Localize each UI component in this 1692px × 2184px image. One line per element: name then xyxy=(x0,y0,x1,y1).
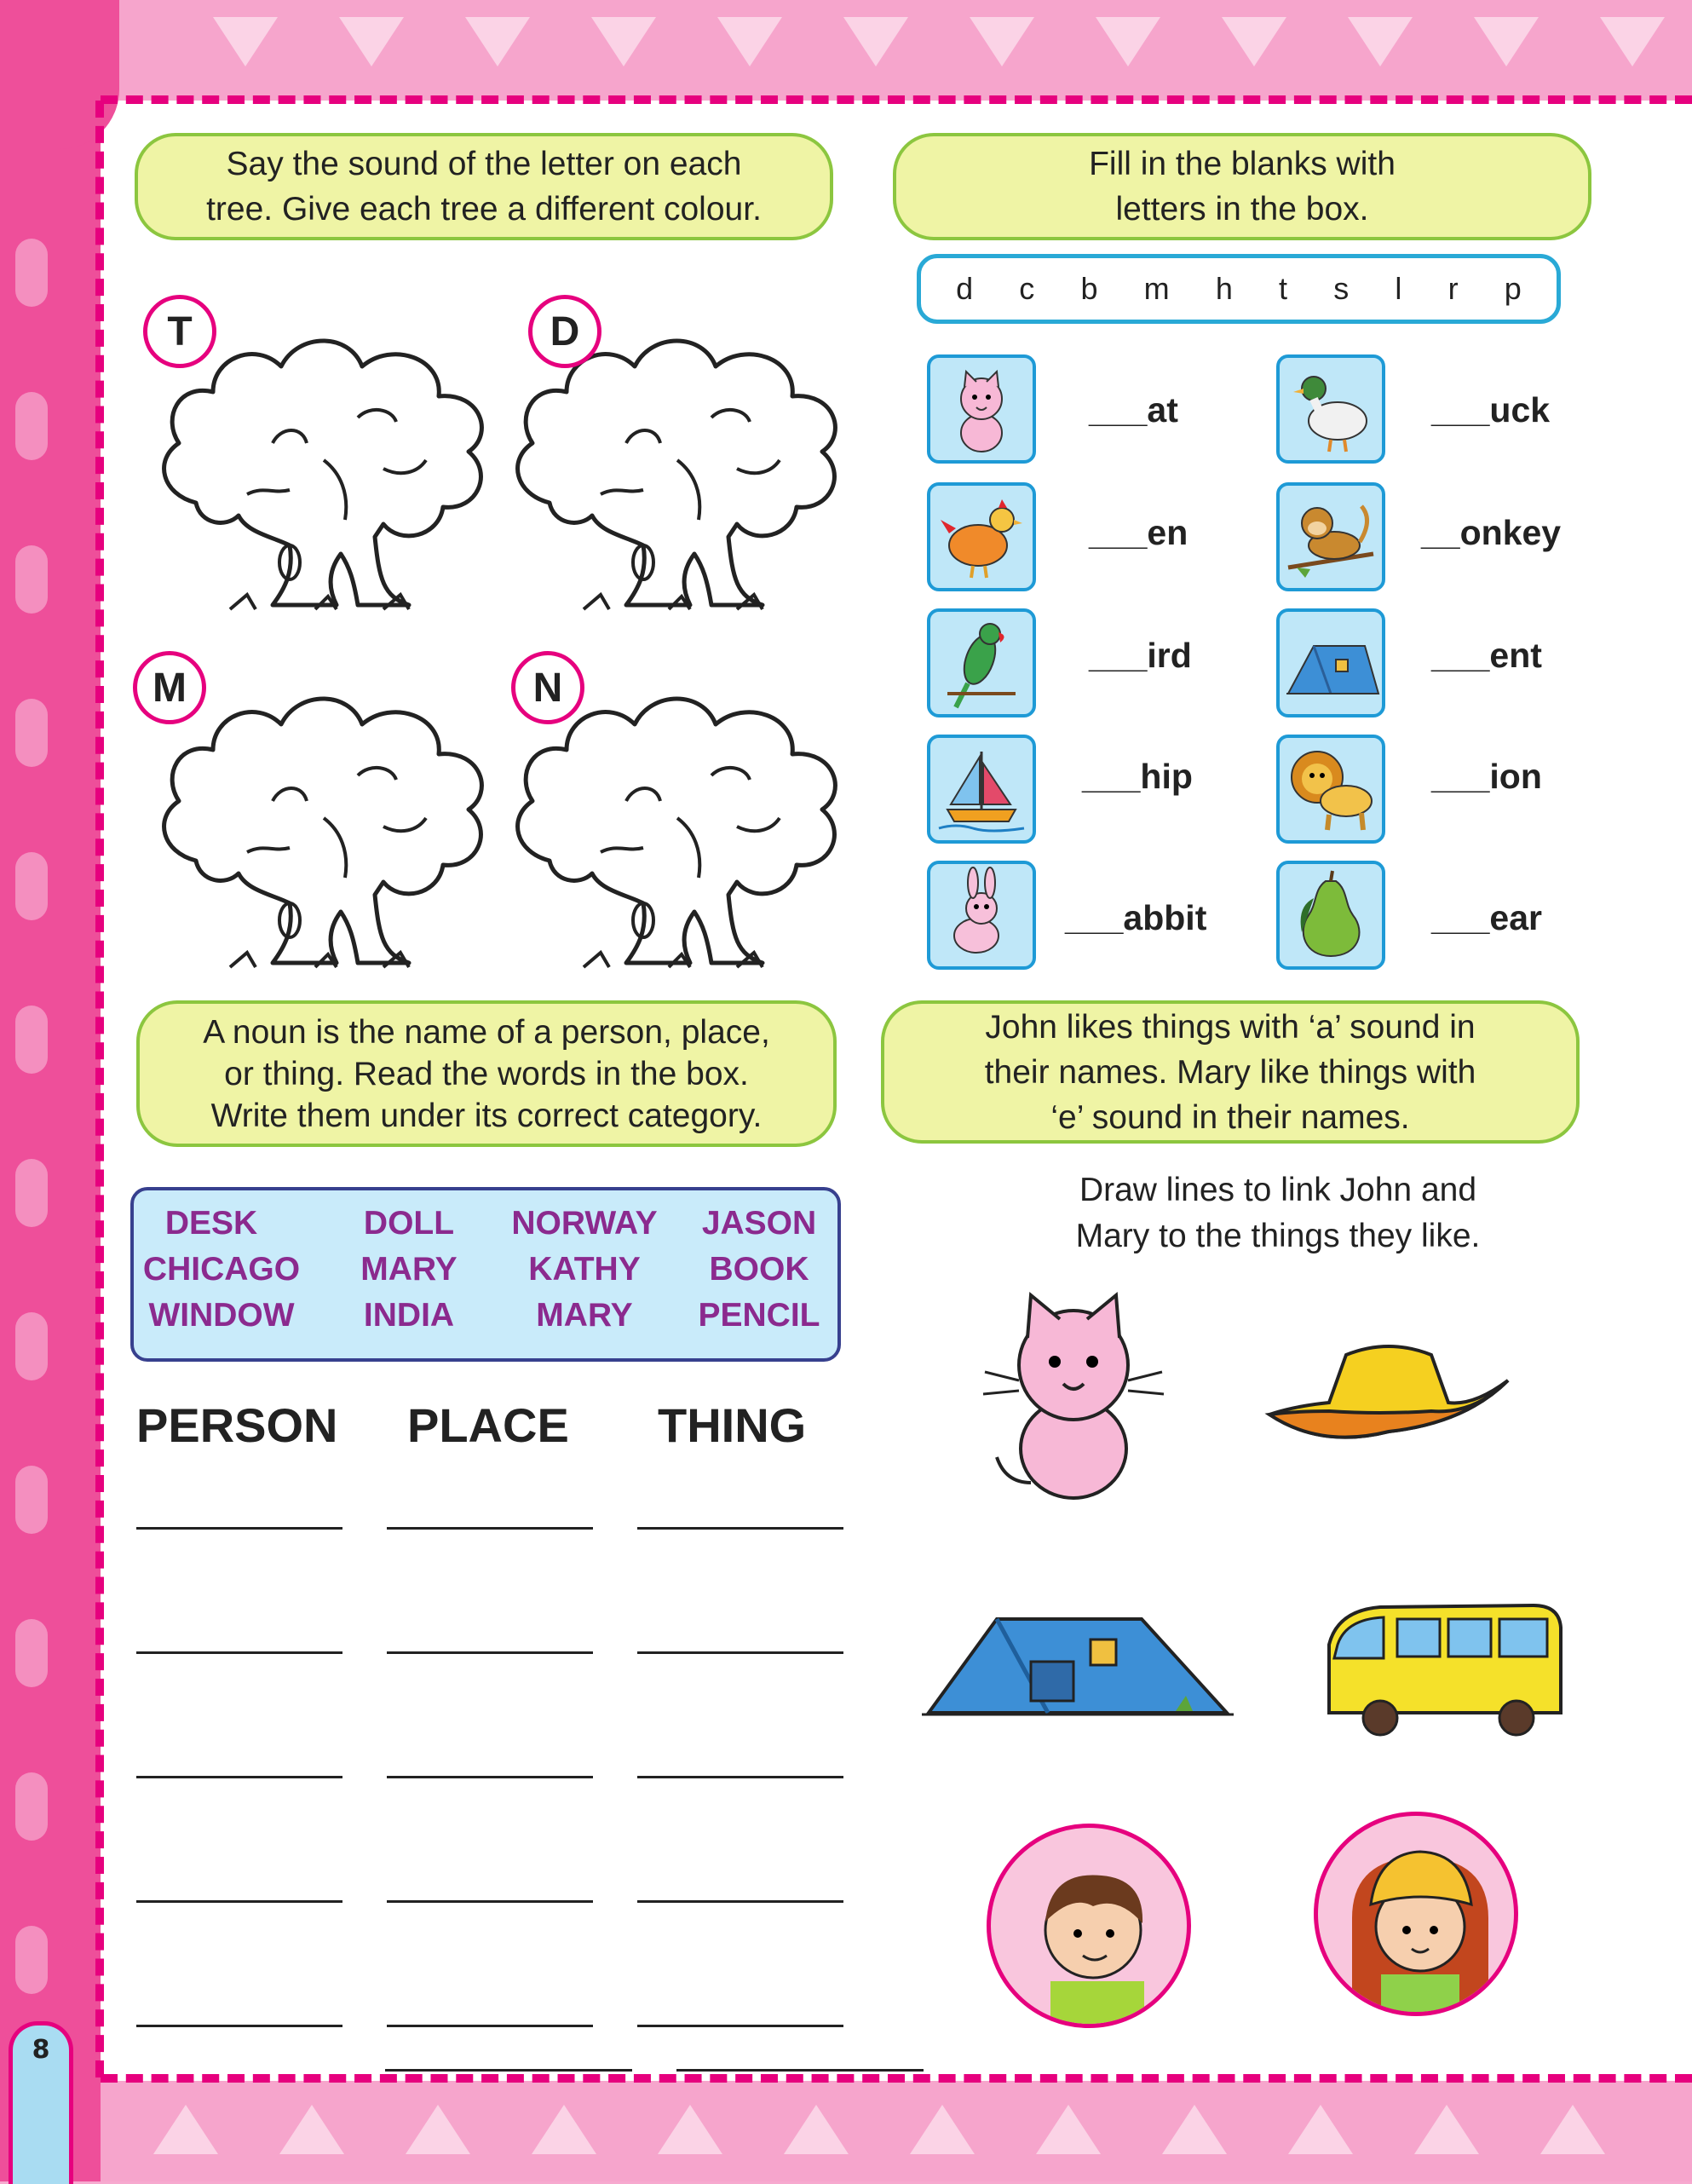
bird-icon xyxy=(927,608,1036,717)
sound-instruction-box xyxy=(881,1000,1580,1144)
fill-instruction-line1: Fill in the blanks with xyxy=(1089,146,1396,182)
tent-icon xyxy=(1276,608,1385,717)
letter-option: h xyxy=(1215,271,1233,306)
tent-icon[interactable] xyxy=(920,1602,1235,1730)
border-triangle xyxy=(1474,17,1539,66)
writing-line[interactable] xyxy=(387,1900,593,1903)
writing-line[interactable] xyxy=(387,1776,593,1778)
border-pill xyxy=(15,852,48,920)
hat-icon[interactable] xyxy=(1261,1329,1516,1457)
writing-line[interactable] xyxy=(387,2025,593,2027)
noun-instruction-line3: Write them under its correct category. xyxy=(210,1097,763,1134)
blank-word-tent: ___ent xyxy=(1431,636,1542,675)
border-triangle xyxy=(784,2105,849,2154)
border-pill xyxy=(15,699,48,767)
blank-word-pear: ___ear xyxy=(1431,898,1542,937)
border-triangle xyxy=(1600,17,1665,66)
letter-option: l xyxy=(1395,271,1402,306)
boy-face-icon[interactable] xyxy=(987,1824,1191,2028)
noun-instruction-box xyxy=(136,1000,837,1147)
border-triangle xyxy=(910,2105,975,2154)
tree-4 xyxy=(498,682,848,971)
blank-word-hen: ___en xyxy=(1089,513,1188,552)
letter-option: d xyxy=(956,271,974,306)
blank-word-ship: ___hip xyxy=(1082,757,1193,796)
tree-2 xyxy=(498,324,848,614)
writing-line[interactable] xyxy=(136,2025,342,2027)
tree-letter-t: T xyxy=(143,295,216,368)
tree-instruction-line2: tree. Give each tree a different colour. xyxy=(206,191,762,228)
fill-blanks-instruction-box xyxy=(893,133,1591,240)
writing-line[interactable] xyxy=(385,2069,632,2072)
noun-word: BOOK xyxy=(709,1251,809,1288)
border-pill xyxy=(15,1619,48,1687)
border-triangle xyxy=(153,2105,218,2154)
blank-word-rabbit: ___abbit xyxy=(1065,898,1207,937)
dashed-border-bottom xyxy=(101,2074,1692,2083)
border-pill xyxy=(15,1466,48,1534)
border-triangle xyxy=(658,2105,722,2154)
tree-letter-n: N xyxy=(511,651,584,724)
noun-word: PENCIL xyxy=(698,1297,820,1334)
letter-option: t xyxy=(1279,271,1288,306)
noun-word: INDIA xyxy=(363,1297,455,1334)
letter-option: b xyxy=(1080,271,1098,306)
writing-line[interactable] xyxy=(136,1651,342,1654)
rabbit-icon xyxy=(927,861,1036,970)
border-triangle xyxy=(591,17,656,66)
tree-1 xyxy=(145,324,494,614)
writing-line[interactable] xyxy=(387,1651,593,1654)
writing-line[interactable] xyxy=(637,1900,843,1903)
noun-word: DOLL xyxy=(363,1205,455,1242)
bus-icon[interactable] xyxy=(1312,1593,1568,1747)
border-pill xyxy=(15,1006,48,1074)
lion-icon xyxy=(1276,735,1385,844)
border-triangle xyxy=(1162,2105,1227,2154)
tree-3 xyxy=(145,682,494,971)
duck-icon xyxy=(1276,354,1385,464)
border-triangle xyxy=(406,2105,470,2154)
fill-instruction-line2: letters in the box. xyxy=(1115,191,1369,228)
tree-instruction-line1: Say the sound of the letter on each xyxy=(226,146,742,182)
cat-icon xyxy=(927,354,1036,464)
border-triangle xyxy=(717,17,782,66)
border-pill xyxy=(15,1772,48,1841)
border-triangle xyxy=(970,17,1034,66)
sound-instruction-line3: ‘e’ sound in their names. xyxy=(1050,1098,1410,1136)
border-triangle xyxy=(1096,17,1160,66)
border-triangle xyxy=(532,2105,596,2154)
border-pill xyxy=(15,545,48,614)
border-triangle xyxy=(1222,17,1286,66)
border-pill xyxy=(15,392,48,460)
blank-word-cat: ___at xyxy=(1089,390,1178,429)
letter-option: c xyxy=(1019,271,1035,306)
noun-word: JASON xyxy=(701,1205,817,1242)
letter-box xyxy=(917,254,1561,324)
writing-line[interactable] xyxy=(637,1527,843,1530)
sound-instruction-line1: John likes things with ‘a’ sound in xyxy=(985,1008,1476,1046)
letter-option: r xyxy=(1447,271,1459,306)
category-person: PERSON xyxy=(136,1398,338,1452)
border-pill xyxy=(15,1312,48,1380)
writing-line[interactable] xyxy=(637,1651,843,1654)
border-triangle xyxy=(843,17,908,66)
noun-instruction-line1: A noun is the name of a person, place, xyxy=(203,1013,770,1051)
border-triangle xyxy=(213,17,278,66)
letter-option: m xyxy=(1143,271,1170,306)
noun-word: WINDOW xyxy=(148,1297,295,1334)
letter-option: s xyxy=(1333,271,1350,306)
border-triangle xyxy=(465,17,530,66)
border-triangle xyxy=(1540,2105,1605,2154)
border-triangle xyxy=(1288,2105,1353,2154)
blank-word-duck: ___uck xyxy=(1431,390,1551,429)
pear-icon xyxy=(1276,861,1385,970)
tree-letter-d: D xyxy=(528,295,601,368)
writing-line[interactable] xyxy=(676,2069,924,2072)
noun-word: NORWAY xyxy=(511,1205,658,1242)
noun-instruction-line2: or thing. Read the words in the box. xyxy=(224,1055,749,1092)
cat-icon[interactable] xyxy=(971,1287,1176,1508)
left-border-band xyxy=(0,0,101,2181)
draw-line1: Draw lines to link John and xyxy=(1079,1172,1477,1208)
border-pill xyxy=(15,239,48,307)
border-triangle xyxy=(1414,2105,1479,2154)
noun-word: MARY xyxy=(360,1251,458,1288)
writing-line[interactable] xyxy=(136,1776,342,1778)
blank-word-lion: ___ion xyxy=(1431,757,1542,796)
noun-word: DESK xyxy=(164,1205,258,1242)
dashed-border-top xyxy=(101,95,1692,104)
letter-option: p xyxy=(1504,271,1522,306)
writing-line[interactable] xyxy=(637,1776,843,1778)
draw-instructions xyxy=(988,1167,1568,1259)
writing-line[interactable] xyxy=(136,1527,342,1530)
tree-letter-m: M xyxy=(133,651,206,724)
page-number: 8 xyxy=(32,2035,50,2065)
border-triangle xyxy=(1348,17,1413,66)
girl-face-icon[interactable] xyxy=(1314,1812,1518,2016)
sound-instruction-line2: their names. Mary like things with xyxy=(984,1053,1476,1091)
ship-icon xyxy=(927,735,1036,844)
border-pill xyxy=(15,1926,48,1994)
monkey-icon xyxy=(1276,482,1385,591)
noun-word: KATHY xyxy=(528,1251,641,1288)
tree-instruction-box xyxy=(135,133,833,240)
border-triangle xyxy=(339,17,404,66)
category-place: PLACE xyxy=(407,1398,569,1452)
writing-line[interactable] xyxy=(387,1527,593,1530)
draw-line2: Mary to the things they like. xyxy=(1075,1218,1481,1254)
border-pill xyxy=(15,1159,48,1227)
blank-word-bird: ___ird xyxy=(1089,636,1192,675)
writing-line[interactable] xyxy=(637,2025,843,2027)
noun-word: CHICAGO xyxy=(142,1251,301,1288)
dashed-border-left xyxy=(95,101,104,2077)
border-triangle xyxy=(279,2105,344,2154)
category-thing: THING xyxy=(658,1398,807,1452)
blank-word-monkey: __onkey xyxy=(1421,513,1562,552)
writing-line[interactable] xyxy=(136,1900,342,1903)
hen-icon xyxy=(927,482,1036,591)
border-triangle xyxy=(1036,2105,1101,2154)
noun-word: MARY xyxy=(536,1297,633,1334)
